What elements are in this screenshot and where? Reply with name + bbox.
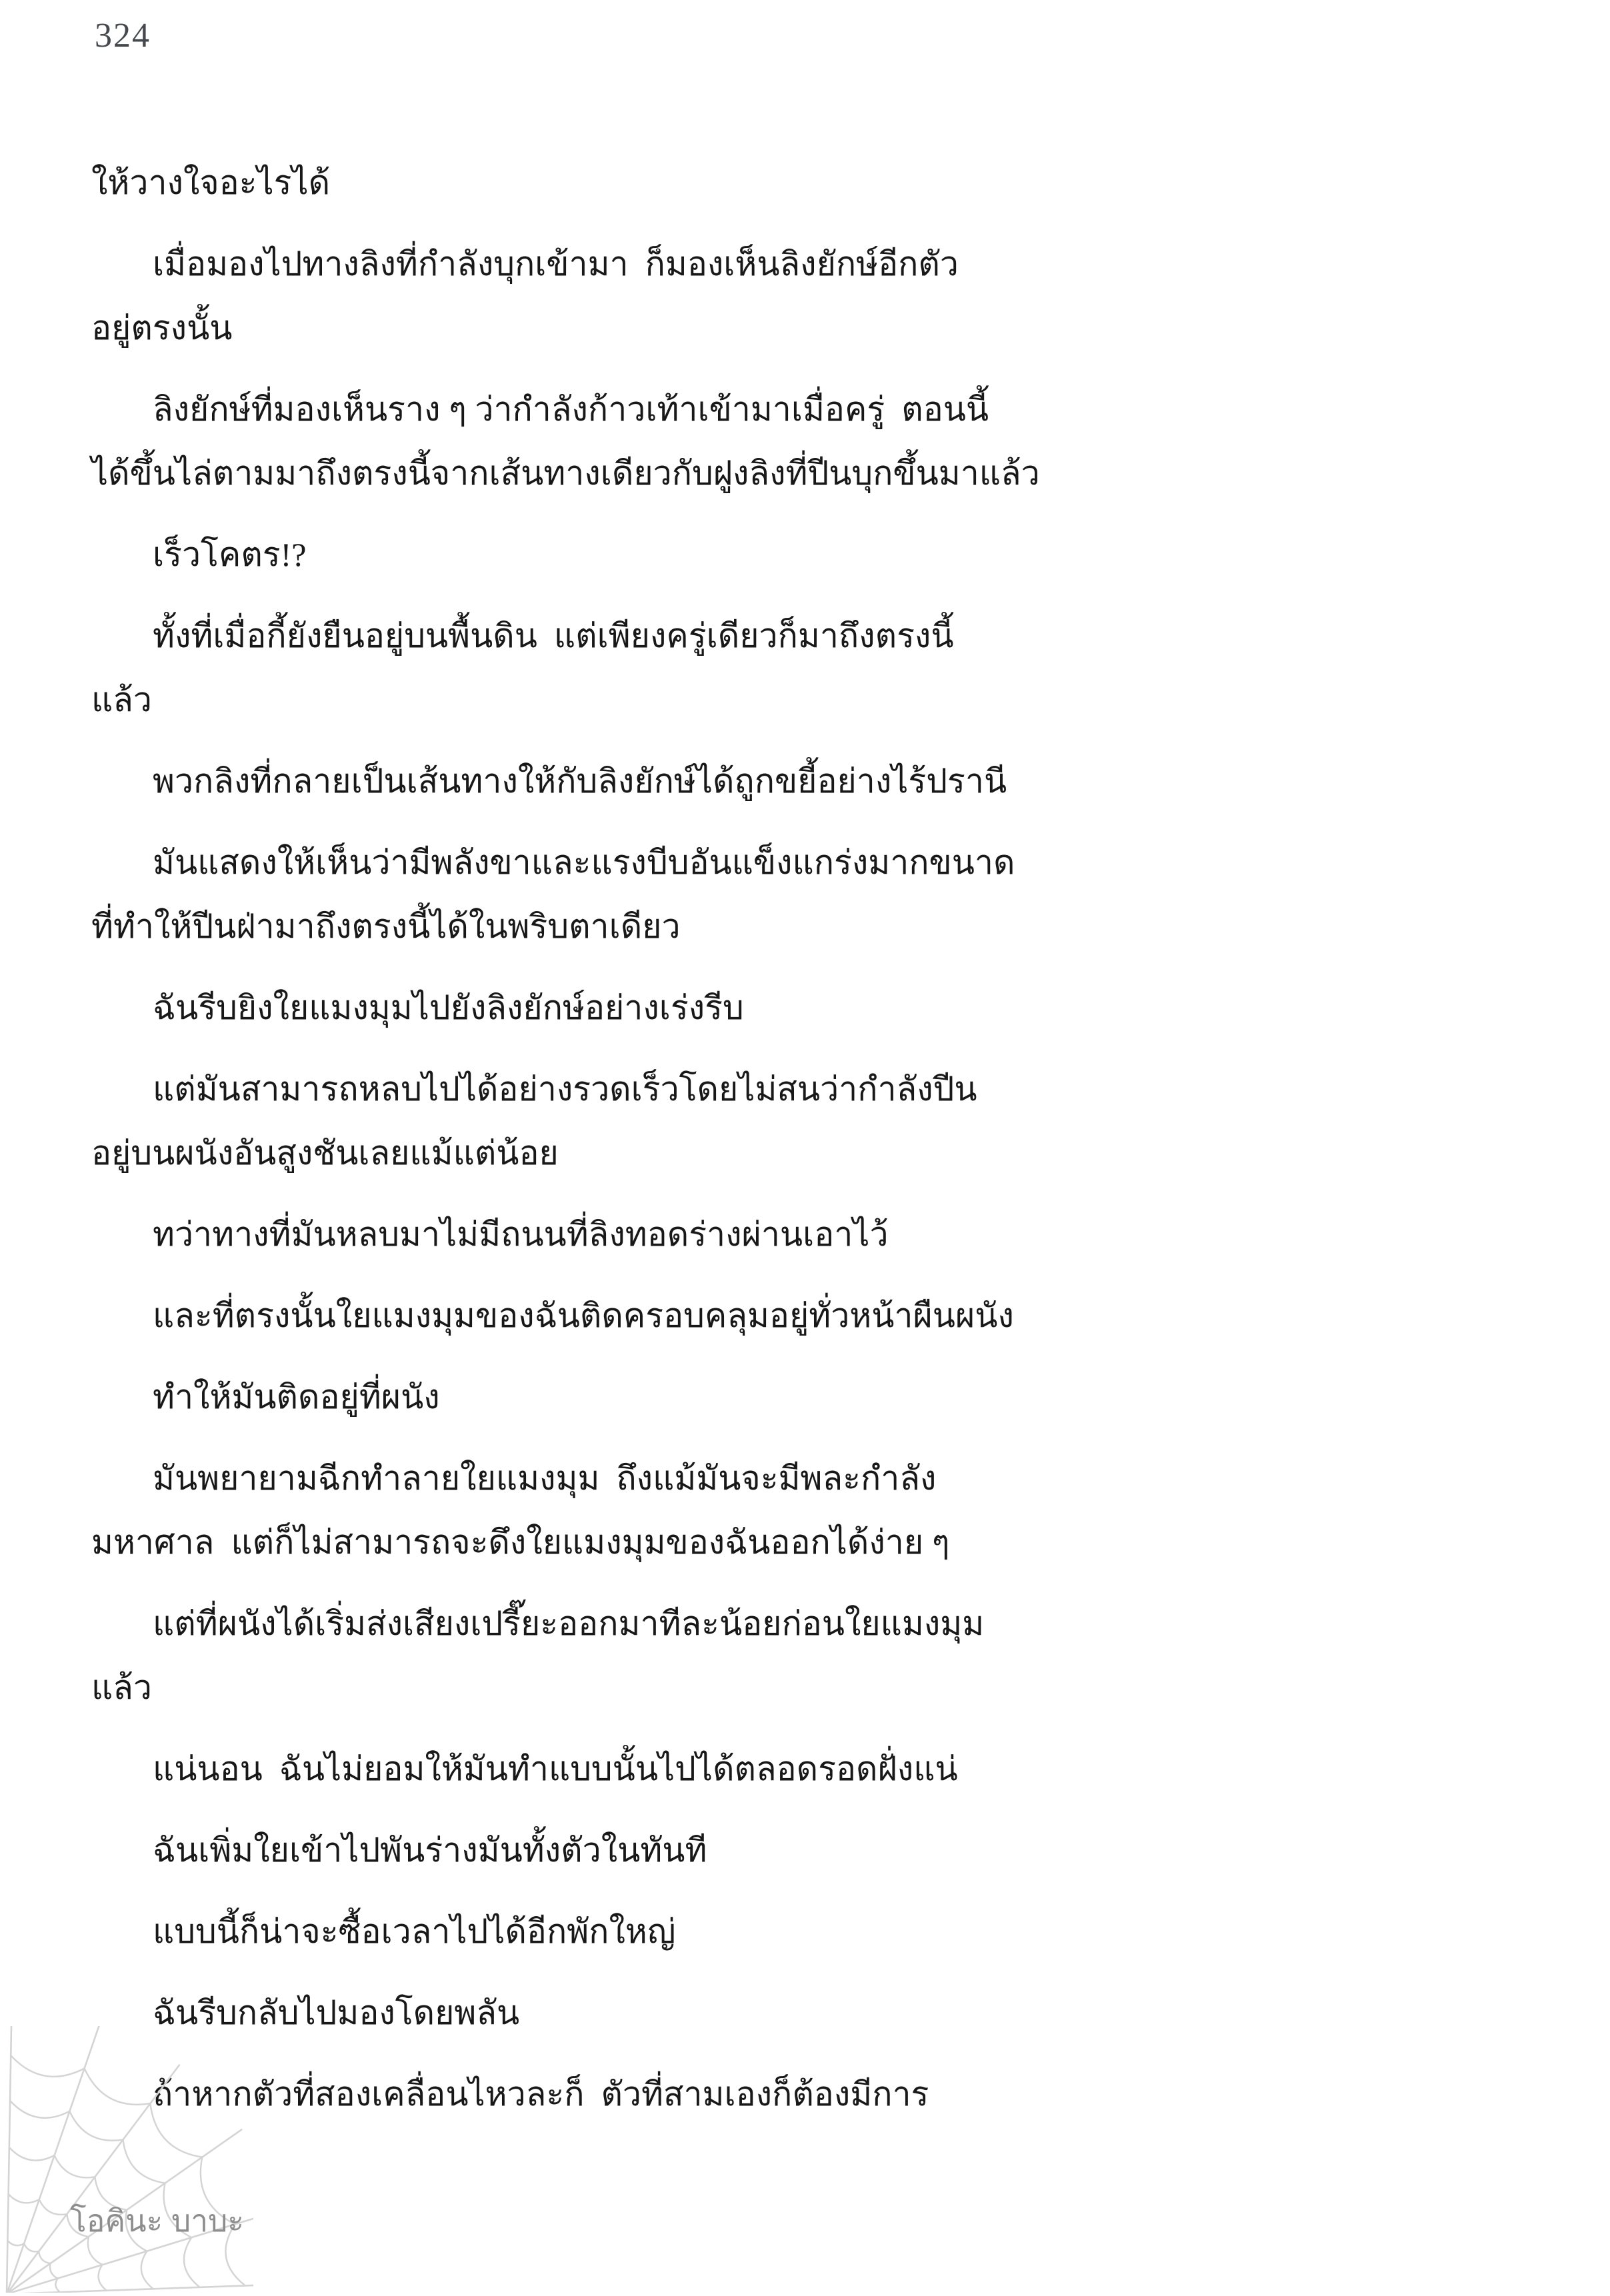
text-line: เร็วโคตร!? bbox=[153, 536, 307, 573]
text-line: ให้วางใจอะไรได้ bbox=[91, 164, 331, 201]
text-line: แต่ที่ผนังได้เริ่มส่งเสียงเปรี๊ยะออกมาทีละน้อยก่อนใยแมงมุม bbox=[153, 1605, 985, 1642]
spider-web-strand bbox=[10, 2101, 200, 2287]
text-line: แน่นอน ฉันไม่ยอมให้มันทำแบบนั้นไปได้ตลอดรอดฝั่งแน่ bbox=[153, 1750, 958, 1787]
text-line: แล้ว bbox=[91, 1669, 152, 1706]
text-line: ฉันรีบยิงใยแมงมุมไปยังลิงยักษ์อย่างเร่งรีบ bbox=[153, 989, 744, 1026]
text-line: ที่ทำให้ปีนฝ่ามาถึงตรงนี้ได้ในพริบตาเดียว bbox=[91, 908, 681, 945]
spider-web-strand bbox=[7, 2026, 12, 2293]
text-line: มันแสดงให้เห็นว่ามีพลังขาและแรงบีบอันแข็งแกร่งมากขนาด bbox=[153, 844, 1015, 881]
author-signature: โอคินะ บาบะ bbox=[70, 2203, 244, 2238]
text-line: พวกลิงที่กลายเป็นเส้นทางให้กับลิงยักษ์ได้ถูกขยี้อย่างไร้ปรานี bbox=[153, 762, 1007, 800]
text-line: และที่ตรงนั้นใยแมงมุมของฉันติดครอบคลุมอยู่ทั่วหน้าผืนผนัง bbox=[153, 1297, 1014, 1334]
text-line: ฉันเพิ่มใยเข้าไปพันร่างมันทั้งตัวในทันที bbox=[153, 1831, 707, 1869]
page-number: 324 bbox=[95, 17, 151, 55]
text-line: แบบนี้ก็น่าจะซื้อเวลาไปได้อีกพักใหญ่ bbox=[153, 1913, 676, 1950]
text-line: อยู่ตรงนั้น bbox=[91, 309, 233, 347]
spider-web-strand bbox=[7, 2026, 100, 2293]
text-line: ลิงยักษ์ที่มองเห็นราง ๆ ว่ากำลังก้าวเท้าเข้ามาเมื่อครู่ ตอนนี้ bbox=[153, 391, 989, 428]
text-line: ทำให้มันติดอยู่ที่ผนัง bbox=[153, 1378, 440, 1416]
text-line: แต่มันสามารถหลบไปได้อย่างรวดเร็วโดยไม่สนว่ากำลังปีน bbox=[153, 1070, 977, 1108]
text-line: มันพยายามฉีกทำลายใยแมงมุม ถึงแม้มันจะมีพละกำลัง bbox=[153, 1460, 937, 1497]
spider-web-strand bbox=[11, 2055, 245, 2285]
text-line: ทั้งที่เมื่อกี้ยังยืนอยู่บนพื้นดิน แต่เพียงครู่เดียวก็มาถึงตรงนี้ bbox=[153, 617, 954, 654]
text-line: แล้ว bbox=[91, 681, 152, 718]
text-line: ฉันรีบกลับไปมองโดยพลัน bbox=[153, 1994, 520, 2031]
text-line: เมื่อมองไปทางลิงที่กำลังบุกเข้ามา ก็มองเห็นลิงยักษ์อีกตัว bbox=[153, 245, 959, 283]
spider-web-strand bbox=[7, 2284, 253, 2293]
text-line: มหาศาล แต่ก็ไม่สามารถจะดึงใยแมงมุมของฉันออกได้ง่าย ๆ bbox=[91, 1524, 950, 1561]
page-body-text bbox=[91, 151, 1525, 2126]
spider-web-icon bbox=[0, 2026, 253, 2293]
text-line: ทว่าทางที่มันหลบมาไม่มีถนนที่ลิงทอดร่างผ่านเอาไว้ bbox=[153, 1216, 889, 1253]
text-line: อยู่บนผนังอันสูงชันเลยแม้แต่น้อย bbox=[91, 1134, 559, 1172]
spider-web-decoration bbox=[0, 2026, 253, 2293]
text-line: ได้ขึ้นไล่ตามมาถึงตรงนี้จากเส้นทางเดียวกับฝูงลิงที่ปีนบุกขึ้นมาแล้ว bbox=[91, 455, 1040, 492]
text-line: ถ้าหากตัวที่สองเคลื่อนไหวละก็ ตัวที่สามเองก็ต้องมีการ bbox=[153, 2075, 929, 2113]
